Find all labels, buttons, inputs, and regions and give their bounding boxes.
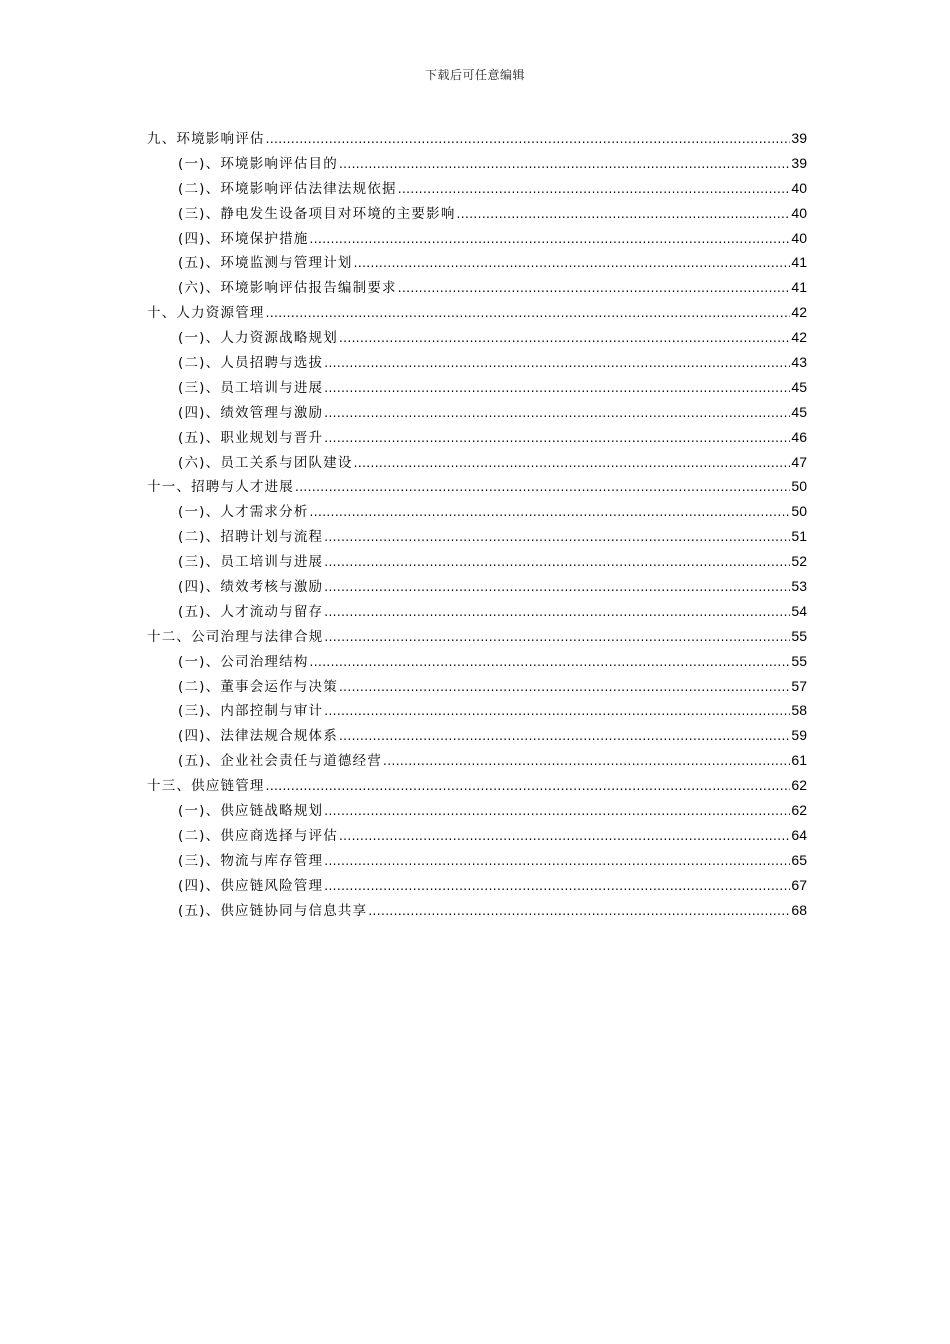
toc-section-entry[interactable] <box>147 252 807 277</box>
toc-section-entry[interactable] <box>147 228 807 253</box>
toc-entry-label: 九、环境影响评估 <box>147 131 265 147</box>
toc-entry-label: (五)、职业规划与晋升 <box>178 429 324 446</box>
toc-chapter-entry[interactable] <box>147 476 807 501</box>
toc-page-number: 40 <box>791 229 807 246</box>
toc-page-number: 52 <box>791 553 807 570</box>
toc-dot-leader <box>266 129 791 149</box>
toc-page-number: 50 <box>791 503 807 520</box>
toc-entry-label: 十、人力资源管理 <box>147 305 265 322</box>
toc-entry-label: (五)、供应链协同与信息共享 <box>178 902 368 919</box>
toc-dot-leader <box>266 776 791 796</box>
toc-section-entry[interactable] <box>147 651 807 676</box>
toc-dot-leader <box>339 154 790 174</box>
toc-dot-leader <box>339 677 790 697</box>
toc-dot-leader <box>324 552 790 572</box>
toc-section-entry[interactable] <box>147 327 807 352</box>
toc-page-number: 46 <box>791 428 807 445</box>
toc-dot-leader <box>339 826 790 846</box>
toc-section-entry[interactable] <box>147 352 807 377</box>
toc-section-entry[interactable] <box>147 427 807 452</box>
toc-entry-label: 十一、招聘与人才进展 <box>147 479 294 496</box>
toc-entry-label: 十三、供应链管理 <box>147 778 265 795</box>
toc-page-number: 62 <box>791 777 807 794</box>
toc-entry-label: (一)、环境影响评估目的 <box>178 155 338 172</box>
toc-section-entry[interactable] <box>147 700 807 725</box>
toc-entry-label: (六)、环境影响评估报告编制要求 <box>178 280 397 297</box>
toc-section-entry[interactable] <box>147 825 807 850</box>
toc-section-entry[interactable] <box>147 402 807 427</box>
toc-page-number: 39 <box>791 154 807 171</box>
toc-page-number: 54 <box>791 602 807 619</box>
toc-dot-leader <box>324 701 790 721</box>
toc-page-number: 40 <box>791 204 807 221</box>
toc-entry-label: (三)、员工培训与进展 <box>178 379 324 396</box>
toc-dot-leader <box>324 353 790 373</box>
toc-entry-label: (四)、环境保护措施 <box>178 230 309 247</box>
toc-entry-label: (三)、内部控制与审计 <box>178 703 324 720</box>
toc-chapter-entry[interactable] <box>147 302 807 327</box>
toc-dot-leader <box>368 901 790 921</box>
toc-dot-leader <box>324 527 790 547</box>
toc-section-entry[interactable] <box>147 203 807 228</box>
toc-dot-leader <box>398 278 791 298</box>
toc-chapter-entry[interactable] <box>147 626 807 651</box>
toc-page-number: 50 <box>791 478 807 495</box>
toc-dot-leader <box>310 502 791 522</box>
toc-page-number: 55 <box>791 627 807 644</box>
toc-entry-label: (五)、企业社会责任与道德经营 <box>178 753 383 770</box>
toc-section-entry[interactable] <box>147 676 807 701</box>
toc-page-number: 43 <box>791 354 807 371</box>
toc-page-number: 41 <box>791 254 807 271</box>
toc-page-number: 65 <box>791 851 807 868</box>
toc-dot-leader <box>310 652 791 672</box>
toc-dot-leader <box>266 303 791 323</box>
toc-section-entry[interactable] <box>147 452 807 477</box>
toc-page-number: 40 <box>791 179 807 196</box>
toc-dot-leader <box>339 726 790 746</box>
toc-section-entry[interactable] <box>147 850 807 875</box>
toc-page-number: 45 <box>791 378 807 395</box>
toc-chapter-entry[interactable] <box>147 775 807 800</box>
toc-dot-leader <box>324 428 790 448</box>
toc-entry-label: (三)、静电发生设备项目对环境的主要影响 <box>178 205 456 222</box>
toc-entry-label: (二)、董事会运作与决策 <box>178 678 338 695</box>
toc-dot-leader <box>339 328 790 348</box>
toc-section-entry[interactable] <box>147 900 807 925</box>
toc-entry-label: (二)、供应商选择与评估 <box>178 827 338 844</box>
toc-section-entry[interactable] <box>147 153 807 178</box>
toc-entry-label: (五)、人才流动与留存 <box>178 603 324 620</box>
toc-entry-label: (四)、供应链风险管理 <box>178 877 324 894</box>
toc-page-number: 42 <box>791 304 807 321</box>
toc-section-entry[interactable] <box>147 601 807 626</box>
toc-section-entry[interactable] <box>147 551 807 576</box>
toc-dot-leader <box>324 602 790 622</box>
toc-page-number: 57 <box>791 677 807 694</box>
toc-entry-label: (一)、人才需求分析 <box>178 504 309 521</box>
toc-page-number: 68 <box>791 901 807 918</box>
toc-page-number: 39 <box>791 130 807 146</box>
toc-dot-leader <box>324 378 790 398</box>
toc-page-number: 41 <box>791 279 807 296</box>
toc-dot-leader <box>324 876 790 896</box>
toc-entry-label: (五)、环境监测与管理计划 <box>178 255 353 272</box>
toc-dot-leader <box>398 179 791 199</box>
table-of-contents <box>147 128 807 925</box>
toc-page-number: 53 <box>791 578 807 595</box>
toc-section-entry[interactable] <box>147 178 807 203</box>
toc-page-number: 61 <box>791 752 807 769</box>
toc-entry-label: (二)、环境影响评估法律法规依据 <box>178 180 397 197</box>
toc-section-entry[interactable] <box>147 526 807 551</box>
toc-page-number: 62 <box>791 802 807 819</box>
toc-entry-label: (六)、员工关系与团队建设 <box>178 454 353 471</box>
toc-entry-label: (四)、法律法规合规体系 <box>178 728 338 745</box>
toc-entry-label: (一)、人力资源战略规划 <box>178 330 338 347</box>
toc-section-entry[interactable] <box>147 750 807 775</box>
page-header: 下载后可任意编辑 <box>424 68 525 82</box>
toc-section-entry[interactable] <box>147 576 807 601</box>
toc-entry-label: (四)、绩效管理与激励 <box>178 404 324 421</box>
toc-dot-leader <box>324 801 790 821</box>
toc-page-number: 42 <box>791 329 807 346</box>
toc-section-entry[interactable] <box>147 277 807 302</box>
toc-entry-label: (四)、绩效考核与激励 <box>178 579 324 596</box>
toc-entry-label: (一)、供应链战略规划 <box>178 803 324 820</box>
toc-page-number: 51 <box>791 528 807 545</box>
toc-page-number: 47 <box>791 453 807 470</box>
toc-dot-leader <box>457 204 791 224</box>
toc-section-entry[interactable] <box>147 875 807 900</box>
toc-chapter-entry[interactable] <box>147 128 807 153</box>
toc-section-entry[interactable] <box>147 501 807 526</box>
toc-page-number: 58 <box>791 702 807 719</box>
toc-entry-label: (三)、物流与库存管理 <box>178 852 324 869</box>
toc-dot-leader <box>324 403 790 423</box>
toc-section-entry[interactable] <box>147 377 807 402</box>
toc-dot-leader <box>354 253 791 273</box>
toc-section-entry[interactable] <box>147 725 807 750</box>
toc-dot-leader <box>354 453 791 473</box>
toc-entry-label: (二)、人员招聘与选拔 <box>178 355 324 372</box>
toc-dot-leader <box>295 477 790 497</box>
toc-entry-label: (三)、员工培训与进展 <box>178 554 324 571</box>
toc-page-number: 64 <box>791 826 807 843</box>
toc-page-number: 67 <box>791 876 807 893</box>
toc-page-number: 55 <box>791 652 807 669</box>
toc-dot-leader <box>383 751 790 771</box>
toc-dot-leader <box>324 851 790 871</box>
toc-section-entry[interactable] <box>147 800 807 825</box>
toc-dot-leader <box>324 577 790 597</box>
toc-page-number: 59 <box>791 727 807 744</box>
toc-entry-label: (二)、招聘计划与流程 <box>178 529 324 546</box>
toc-dot-leader <box>324 627 790 647</box>
toc-dot-leader <box>310 229 791 249</box>
toc-page-number: 45 <box>791 403 807 420</box>
toc-entry-label: (一)、公司治理结构 <box>178 653 309 670</box>
toc-entry-label: 十二、公司治理与法律合规 <box>147 628 324 645</box>
